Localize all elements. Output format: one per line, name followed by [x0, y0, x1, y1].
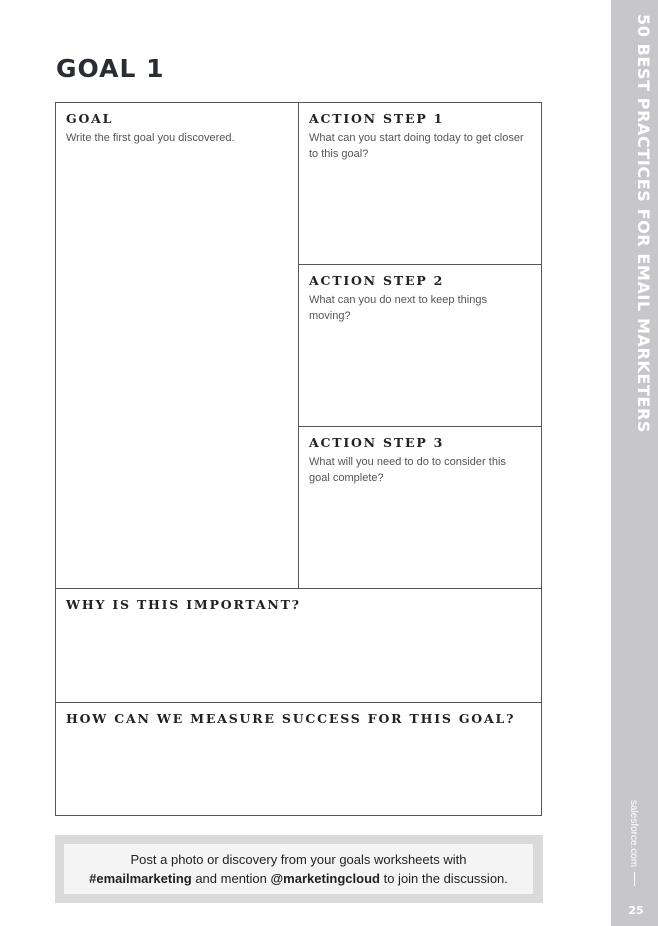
why-important-title: WHY IS THIS IMPORTANT?: [66, 597, 301, 612]
sidebar-title: 50 BEST PRACTICES FOR EMAIL MARKETERS: [634, 14, 653, 433]
why-important-box[interactable]: [55, 588, 542, 703]
action-step-3-title: ACTION STEP 3: [309, 435, 445, 450]
sidebar-divider: [634, 872, 635, 886]
hashtag-link[interactable]: #emailmarketing: [89, 871, 192, 886]
measure-success-title: HOW CAN WE MEASURE SUCCESS FOR THIS GOAL?: [66, 711, 516, 726]
banner-line-2: [89, 869, 508, 888]
brand-label: salesforce.com: [628, 800, 639, 868]
action-step-2-title: ACTION STEP 2: [309, 273, 445, 288]
action-step-3-description: What will you need to do to consider this goal complete?: [309, 456, 506, 484]
banner-middle: and mention: [191, 871, 271, 886]
action-step-1-box[interactable]: [298, 102, 542, 265]
action-step-1-title: ACTION STEP 1: [309, 111, 445, 126]
action-step-2-box[interactable]: [298, 264, 542, 427]
measure-success-box[interactable]: [55, 702, 542, 816]
goal-description: Write the first goal you discovered.: [66, 132, 235, 144]
page-number: 25: [628, 904, 644, 917]
action-step-3-box[interactable]: [298, 426, 542, 589]
handle-link[interactable]: @marketingcloud: [270, 871, 380, 886]
goal-box[interactable]: [55, 102, 299, 589]
action-step-1-description: What can you start doing today to get closer to this goal?: [309, 132, 524, 160]
goal-title: GOAL: [66, 111, 114, 126]
discussion-banner: [55, 835, 543, 903]
banner-line-1: Post a photo or discovery from your goals worksheets with: [130, 852, 467, 867]
banner-end: to join the discussion.: [379, 871, 508, 886]
page-title: GOAL 1: [56, 54, 165, 83]
action-step-2-description: What can you do next to keep things moving?: [309, 294, 487, 322]
discussion-banner-text: [64, 844, 533, 894]
worksheet-grid: [55, 102, 542, 816]
